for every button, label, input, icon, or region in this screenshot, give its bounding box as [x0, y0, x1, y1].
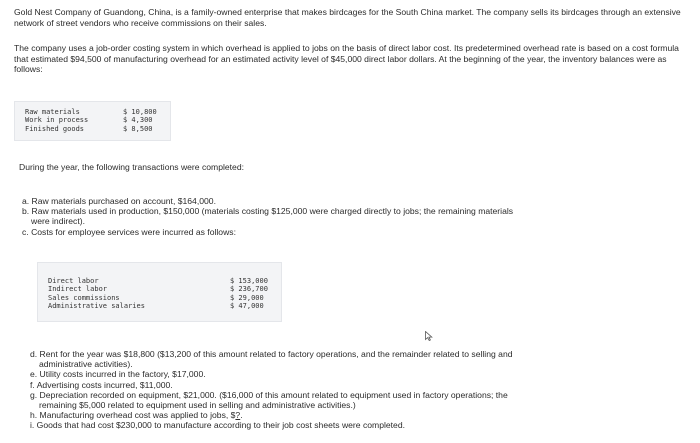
table-row — [48, 285, 281, 293]
inventory-table — [14, 101, 171, 141]
row-label: Work in process — [25, 116, 89, 125]
list-item-suffix: . — [240, 410, 243, 421]
list-item-text: b. Raw materials used in production, $150,000 (materials costing $125,000 were charged directly to jobs; the remaining materials — [22, 206, 514, 217]
list-item-text: e. Utility costs incurred in the factory, $17,000. — [30, 369, 206, 380]
costing-paragraph: The company uses a job-order costing system in which overhead is applied to jobs on the basis of direct labor cost. Its predetermined overhead rate is based on a cost formula that estimated $94,500 of manufacturing overhead for an estimated activity level of $45,000 direct labor dollars. At the beginning of the year, the inventory balances were as follows: — [14, 43, 679, 75]
list-item-text: c. Costs for employee services were incurred as follows: — [22, 226, 236, 237]
list-item-text: i. Goods that had cost $230,000 to manufacture according to their job cost sheets were completed. — [30, 420, 406, 431]
transaction-list-b — [30, 349, 690, 431]
row-value: $ 8,500 — [123, 124, 153, 133]
row-label: Direct labor — [48, 277, 99, 285]
transaction-list-a — [22, 196, 682, 237]
intro-paragraph: Gold Nest Company of Guandong, China, is a family-owned enterprise that makes birdcages for the South China market. The company sells its birdcages through an extensive network of street vendors who receive commissions on their sales. — [14, 7, 681, 28]
list-item — [30, 420, 690, 430]
transactions-intro: During the year, the following transactions were completed: — [19, 162, 244, 172]
list-item — [22, 196, 682, 206]
list-item-continuation: were indirect). — [31, 216, 85, 227]
table-row — [25, 116, 170, 124]
employee-costs-table — [37, 262, 282, 322]
list-item — [30, 349, 690, 369]
list-item-continuation: remaining $5,000 related to equipment used in selling and administrative activities.) — [39, 400, 356, 411]
list-item — [30, 410, 690, 420]
row-label: Sales commissions — [48, 293, 120, 302]
row-label: Administrative salaries — [48, 302, 145, 311]
row-label: Indirect labor — [48, 285, 108, 294]
table-row — [48, 302, 281, 310]
table-row — [48, 294, 281, 302]
list-item — [30, 390, 690, 410]
table-row — [48, 277, 281, 285]
list-item-continuation: administrative activities). — [39, 359, 133, 370]
table-row — [25, 108, 170, 116]
row-label: Finished goods — [25, 124, 85, 133]
list-item-text: a. Raw materials purchased on account, $164,000. — [22, 196, 216, 206]
row-value: $ 29,000 — [230, 293, 264, 302]
list-item — [22, 227, 682, 237]
row-value: $ 4,300 — [123, 116, 153, 125]
answer-blank[interactable]: ? — [235, 410, 241, 421]
list-item-text: g. Depreciation recorded on equipment, $21,000. ($16,000 of this amount related to equipment used in factory operations; the — [30, 389, 508, 400]
list-item-text: h. Manufacturing overhead cost was applied to jobs, $ — [30, 410, 236, 421]
list-item — [30, 369, 690, 379]
row-value: $ 236,700 — [230, 285, 268, 294]
row-value: $ 153,000 — [230, 277, 268, 285]
row-label: Raw materials — [25, 108, 80, 116]
table-row — [25, 125, 170, 133]
list-item — [22, 206, 682, 226]
row-value: $ 10,800 — [123, 108, 157, 116]
row-value: $ 47,000 — [230, 302, 264, 311]
list-item — [30, 380, 690, 390]
list-item-text: d. Rent for the year was $18,800 ($13,200 of this amount related to factory operations, and the remainder related to selling and — [30, 349, 513, 359]
mouse-cursor-icon — [425, 331, 433, 341]
list-item-text: f. Advertising costs incurred, $11,000. — [30, 379, 173, 390]
